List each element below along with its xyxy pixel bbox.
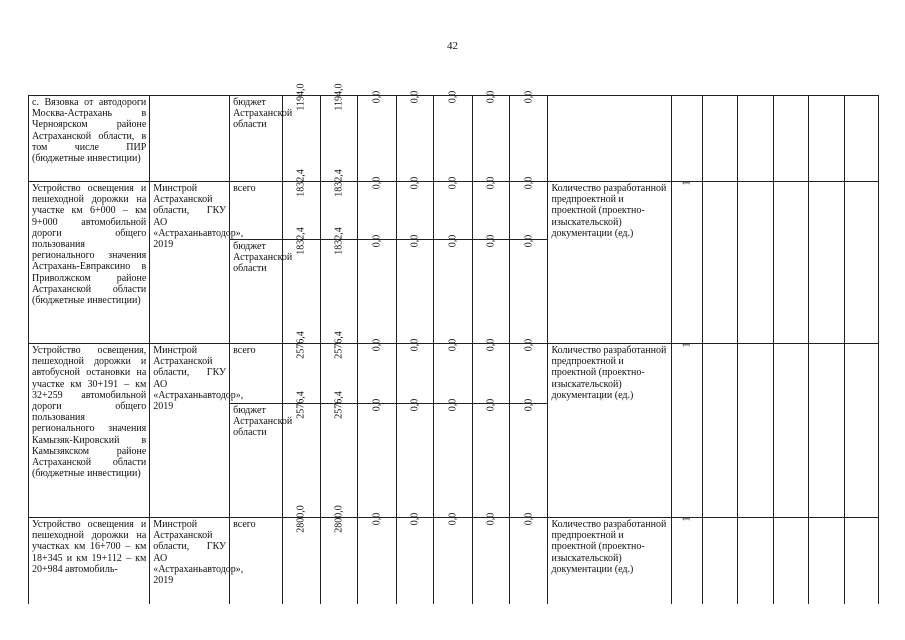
value-cell <box>510 176 548 240</box>
value-cell <box>358 398 396 518</box>
empty-cell <box>738 518 773 604</box>
empty-cell <box>809 518 844 604</box>
funding-source: бюджет Астраханской области <box>230 96 283 182</box>
value-year: 0,0 <box>371 338 383 352</box>
value-cell <box>321 505 358 604</box>
value-year: 0,0 <box>523 234 535 248</box>
value-cell <box>434 398 472 518</box>
value-year: 0,0 <box>371 90 383 104</box>
value-cell <box>358 512 396 604</box>
value-total: 2576,4 <box>295 331 307 359</box>
value-cell <box>321 227 358 344</box>
value-total: 1194,0 <box>295 83 307 111</box>
count-value: 1 <box>681 180 693 186</box>
value-year: 0,0 <box>409 398 421 412</box>
value-cell <box>358 90 396 182</box>
indicator-cell: Количество разработанной предпроектной и проектной (проектно-изыскательской) документации (ед.) <box>548 344 671 518</box>
funding-source: бюджет Астраханской области <box>230 240 283 344</box>
indicator-cell <box>548 96 671 182</box>
value-year: 1832,4 <box>333 169 345 197</box>
value-year: 2576,4 <box>333 391 345 419</box>
empty-cell <box>738 182 773 344</box>
value-year: 0,0 <box>409 512 421 526</box>
funding-source: бюджет Астраханской области <box>230 404 283 518</box>
value-year: 0,0 <box>409 90 421 104</box>
funding-source: всего <box>230 344 283 404</box>
empty-cell <box>703 518 738 604</box>
empty-cell <box>844 182 878 344</box>
value-total: 2576,4 <box>295 391 307 419</box>
value-year: 0,0 <box>409 234 421 248</box>
value-year: 0,0 <box>409 338 421 352</box>
value-year: 0,0 <box>447 90 459 104</box>
value-year: 0,0 <box>447 398 459 412</box>
table-row <box>29 518 879 604</box>
value-year: 2800,0 <box>333 505 345 533</box>
value-year: 0,0 <box>523 176 535 190</box>
executor-cell: Минстрой Астраханской области, ГКУ АО «Астраханьавтодор», 2019 <box>150 182 230 344</box>
value-cell <box>396 338 433 404</box>
value-cell <box>472 512 509 604</box>
value-year: 0,0 <box>485 234 497 248</box>
value-cell <box>510 90 548 182</box>
value-cell <box>358 176 396 240</box>
value-year: 0,0 <box>447 512 459 526</box>
measure-name: Устройство освещения и пешеходной дорожки на участке км 6+000 – км 9+000 автомобильной дороги общего пользования регионального значения Астрахань-Евпраксино в Приволжском районе Астраханской области (бюджетные инвестиции) <box>29 182 150 344</box>
count-value: 1 <box>681 342 693 348</box>
empty-cell <box>809 344 844 518</box>
value-year: 0,0 <box>447 176 459 190</box>
value-year: 0,0 <box>485 512 497 526</box>
count-cell <box>671 344 702 518</box>
value-year: 1832,4 <box>333 227 345 255</box>
program-table <box>28 83 879 604</box>
empty-cell <box>844 518 878 604</box>
empty-cell <box>773 96 808 182</box>
indicator-cell: Количество разработанной предпроектной и проектной (проектно-изыскательской) документации (ед.) <box>548 518 671 604</box>
value-year: 0,0 <box>485 338 497 352</box>
funding-source: всего <box>230 518 283 604</box>
table-row <box>29 344 879 404</box>
value-year: 0,0 <box>447 338 459 352</box>
executor-cell: Минстрой Астраханской области, ГКУ АО «Астраханьавтодор», 2019 <box>150 344 230 518</box>
empty-cell <box>671 96 702 182</box>
value-cell <box>510 398 548 518</box>
value-cell <box>282 505 320 604</box>
value-cell <box>510 234 548 344</box>
value-cell <box>434 338 472 404</box>
value-year: 0,0 <box>371 176 383 190</box>
value-year: 0,0 <box>523 90 535 104</box>
value-cell <box>358 234 396 344</box>
value-year: 0,0 <box>409 176 421 190</box>
value-year: 2576,4 <box>333 331 345 359</box>
empty-cell <box>844 96 878 182</box>
value-cell <box>434 234 472 344</box>
empty-cell <box>738 344 773 518</box>
table-row <box>29 182 879 240</box>
value-cell <box>472 338 509 404</box>
empty-cell <box>773 518 808 604</box>
value-total: 1832,4 <box>295 169 307 197</box>
value-year: 0,0 <box>485 398 497 412</box>
empty-cell <box>703 96 738 182</box>
count-value: 1 <box>681 516 693 522</box>
value-year: 0,0 <box>523 398 535 412</box>
measure-name: Устройство освещения и пешеходной дорожки на участках км 16+700 – км 18+345 и км 19+112 – км 20+984 автомобиль- <box>29 518 150 604</box>
empty-cell <box>738 96 773 182</box>
value-cell <box>434 90 472 182</box>
value-cell <box>510 512 548 604</box>
value-year: 0,0 <box>523 338 535 352</box>
page-number: 42 <box>447 40 458 52</box>
value-cell <box>358 338 396 404</box>
value-cell <box>321 391 358 518</box>
value-cell <box>434 512 472 604</box>
funding-source: всего <box>230 182 283 240</box>
value-cell <box>510 338 548 404</box>
value-year: 0,0 <box>523 512 535 526</box>
value-total: 1832,4 <box>295 227 307 255</box>
measure-name: с. Вязовка от автодороги Москва-Астрахань в Черноярском районе Астраханской области, в том числе ПИР (бюджетные инвестиции) <box>29 96 150 182</box>
count-cell <box>671 518 702 604</box>
value-cell <box>434 176 472 240</box>
value-cell <box>396 234 433 344</box>
empty-cell <box>703 344 738 518</box>
value-year: 0,0 <box>485 176 497 190</box>
executor-cell: Минстрой Астраханской области, ГКУ АО «Астраханьавтодор», 2019 <box>150 518 230 604</box>
value-year: 1194,0 <box>333 83 345 111</box>
indicator-cell: Количество разработанной предпроектной и проектной (проектно-изыскательской) документации (ед.) <box>548 182 671 344</box>
value-cell <box>396 90 433 182</box>
table-row <box>29 96 879 182</box>
value-cell <box>396 398 433 518</box>
empty-cell <box>773 182 808 344</box>
empty-cell <box>809 182 844 344</box>
value-cell <box>472 234 509 344</box>
value-year: 0,0 <box>371 398 383 412</box>
value-year: 0,0 <box>371 234 383 248</box>
value-year: 0,0 <box>371 512 383 526</box>
value-cell <box>396 176 433 240</box>
empty-cell <box>773 344 808 518</box>
measure-name: Устройство освещения, пешеходной дорожки и автобусной остановки на участке км 30+191 – км 32+259 автомобильной дороги общего пользования регионального значения Камызяк-Кировский в Камызякском районе Астраханской области (бюджетные инвестиции) <box>29 344 150 518</box>
value-cell <box>472 90 509 182</box>
value-cell <box>396 512 433 604</box>
empty-cell <box>703 182 738 344</box>
empty-cell <box>809 96 844 182</box>
executor-cell <box>150 96 230 182</box>
value-year: 0,0 <box>485 90 497 104</box>
value-cell <box>472 176 509 240</box>
value-cell <box>472 398 509 518</box>
value-total: 2800,0 <box>295 505 307 533</box>
empty-cell <box>844 344 878 518</box>
count-cell <box>671 182 702 344</box>
value-year: 0,0 <box>447 234 459 248</box>
